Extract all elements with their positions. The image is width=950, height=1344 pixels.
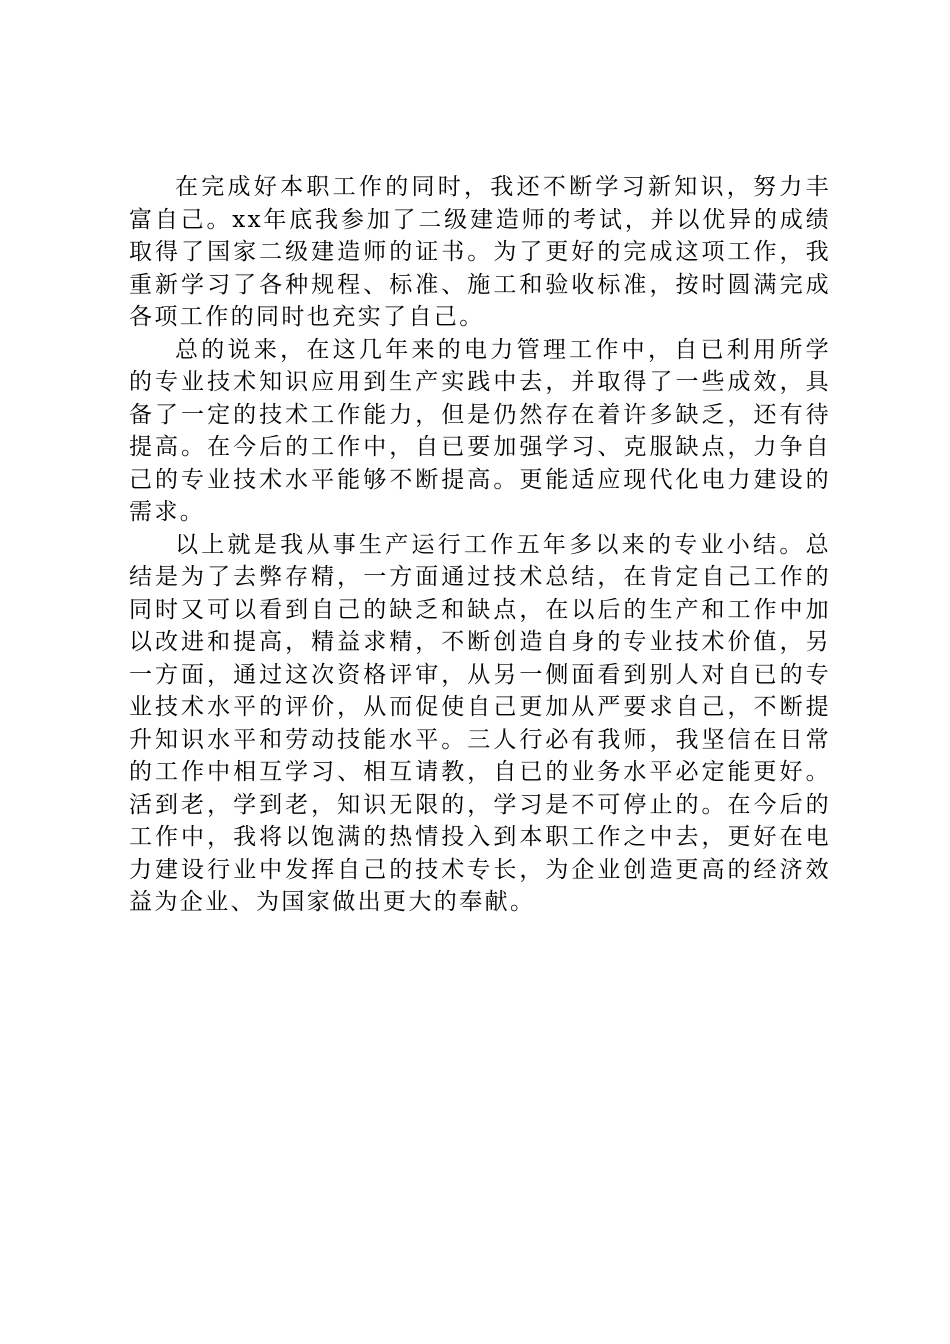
paragraph-2: 总的说来，在这几年来的电力管理工作中，自已利用所学的专业技术知识应用到生产实践中去，并取得了一些成效，具备了一定的技术工作能力，但是仍然存在着许多缺乏，还有待提高。在今后的工作中，自已要加强学习、克服缺点，力争自己的专业技术水平能够不断提高。更能适应现代化电力建设的需求。 xyxy=(129,336,831,525)
paragraph-1: 在完成好本职工作的同时，我还不断学习新知识，努力丰富自己。xx年底我参加了二级建造师的考试，并以优异的成绩取得了国家二级建造师的证书。为了更好的完成这项工作，我重新学习了各种规程、标准、施工和验收标准，按时圆满完成各项工作的同时也充实了自己。 xyxy=(129,174,831,330)
document-body xyxy=(129,171,831,919)
paragraph-3: 以上就是我从事生产运行工作五年多以来的专业小结。总结是为了去弊存精，一方面通过技术总结，在肯定自己工作的同时又可以看到自己的缺乏和缺点，在以后的生产和工作中加以改进和提高，精益求精，不断创造自身的专业技术价值，另一方面，通过这次资格评审，从另一侧面看到别人对自已的专业技术水平的评价，从而促使自己更加从严要求自己，不断提升知识水平和劳动技能水平。三人行必有我师，我坚信在日常的工作中相互学习、相互请教，自已的业务水平必定能更好。活到老，学到老，知识无限的，学习是不可停止的。在今后的工作中，我将以饱满的热情投入到本职工作之中去，更好在电力建设行业中发挥自己的技术专长，为企业创造更高的经济效益为企业、为国家做出更大的奉献。 xyxy=(129,531,831,915)
